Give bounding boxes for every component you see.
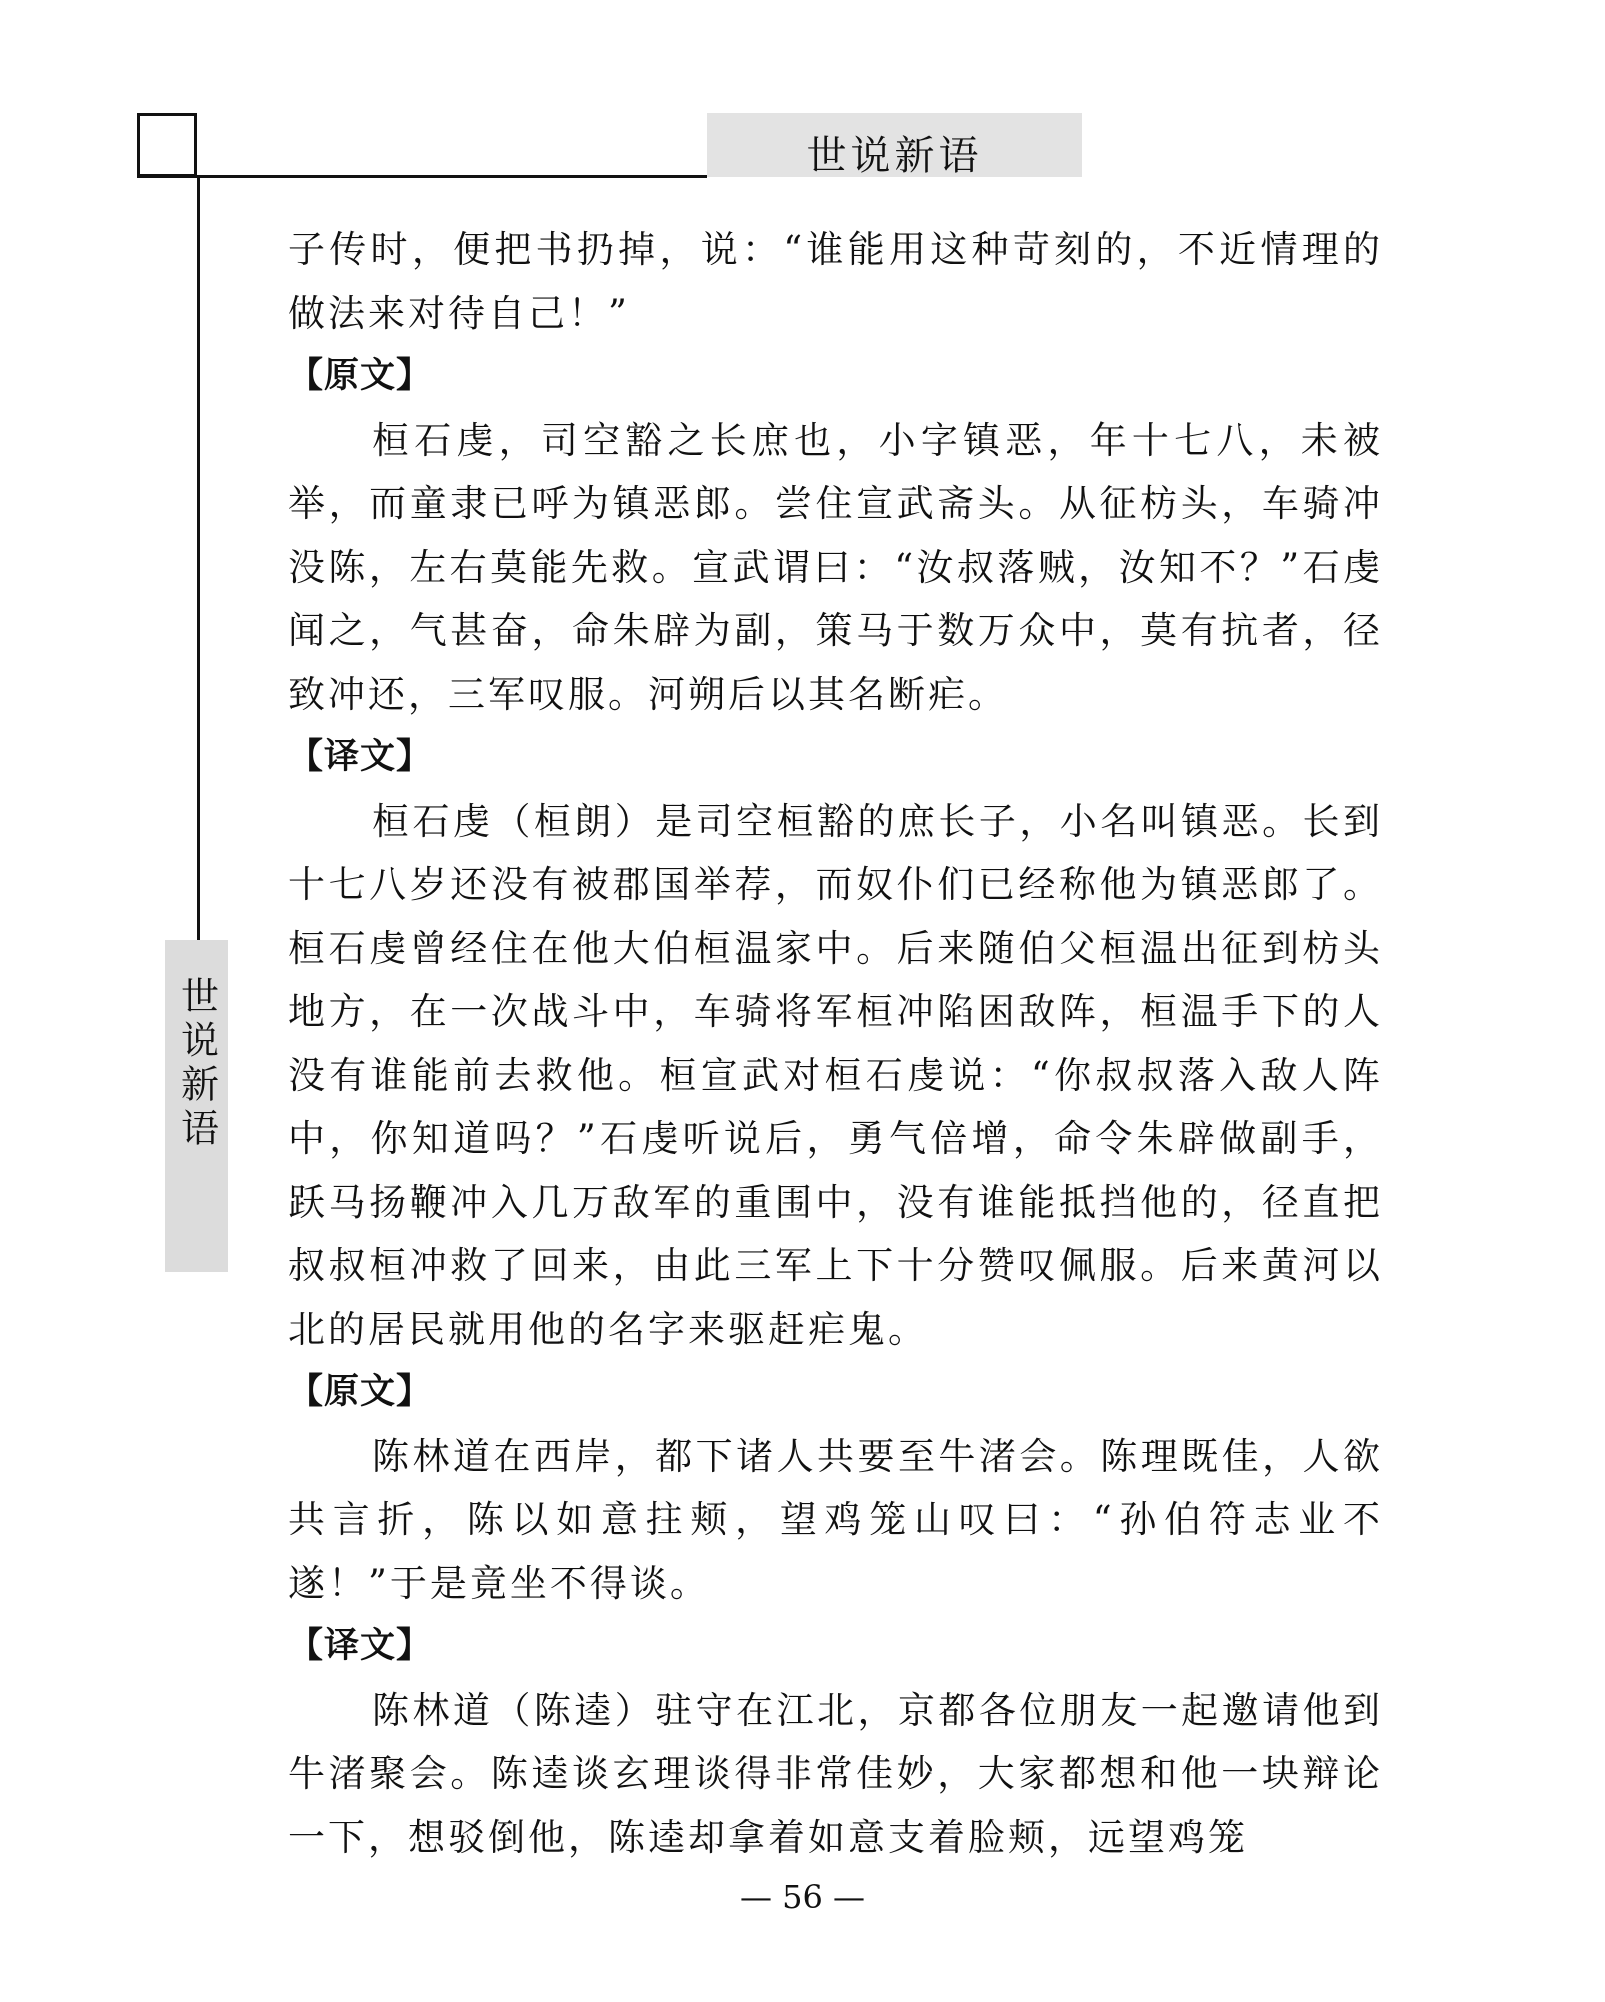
section-label-original: 【原文】 <box>288 356 433 396</box>
translation-paragraph: 桓石虔（桓朗）是司空桓豁的庶长子，小名叫镇恶。长到十七八岁还没有被郡国举荐，而奴仆们已经称他为镇恶郎了。桓石虔曾经住在他大伯桓温家中。后来随伯父桓温出征到枋头地方，在一次战斗中，车骑将军桓冲陷困敌阵，桓温手下的人没有谁能前去救他。桓宣武对桓石虔说：“你叔叔落入敌人阵中，你知道吗？”石虔听说后，勇气倍增，命令朱辟做副手，跃马扬鞭冲入几万敌军的重围中，没有谁能抵挡他的，径直把叔叔桓冲救了回来，由此三军上下十分赞叹佩服。后来黄河以北的居民就用他的名字来驱赶疟鬼。 <box>288 799 1383 1351</box>
page-number: — 56 — <box>739 1878 866 1916</box>
original-text-paragraph: 陈林道在西岸，都下诸人共要至牛渚会。陈理既佳，人欲共言折，陈以如意拄颊，望鸡笼山叹曰：“孙伯符志业不遂！”于是竟坐不得谈。 <box>288 1434 1383 1605</box>
original-text-paragraph: 桓石虔，司空豁之长庶也，小字镇恶，年十七八，未被举，而童隶已呼为镇恶郎。尝住宣武斋头。从征枋头，车骑冲没陈，左右莫能先救。宣武谓曰：“汝叔落贼，汝知不？”石虔闻之，气甚奋，命朱辟为副，策马于数万众中，莫有抗者，径致冲还，三军叹服。河朔后以其名断疟。 <box>288 418 1383 716</box>
header-rule <box>137 175 707 178</box>
section-label-translation: 【译文】 <box>288 1626 433 1666</box>
side-tab-title: 世说新语 <box>174 976 219 1152</box>
translation-paragraph: 陈林道（陈逵）驻守在江北，京都各位朋友一起邀请他到牛渚聚会。陈逵谈玄理谈得非常佳妙，大家都想和他一块辩论一下，想驳倒他，陈逵却拿着如意支着脸颊，远望鸡笼 <box>288 1688 1383 1859</box>
page-body <box>288 218 1383 1869</box>
running-header-title: 世说新语 <box>806 132 983 179</box>
section-label-original: 【原文】 <box>288 1372 433 1412</box>
running-header <box>707 113 1082 177</box>
margin-rule <box>197 175 200 940</box>
continuation-paragraph: 子传时，便把书扔掉，说：“谁能用这种苛刻的，不近情理的做法来对待自己！” <box>288 228 1383 335</box>
header-corner-box <box>137 113 197 177</box>
side-tab <box>165 940 228 1272</box>
section-label-translation: 【译文】 <box>288 737 433 777</box>
